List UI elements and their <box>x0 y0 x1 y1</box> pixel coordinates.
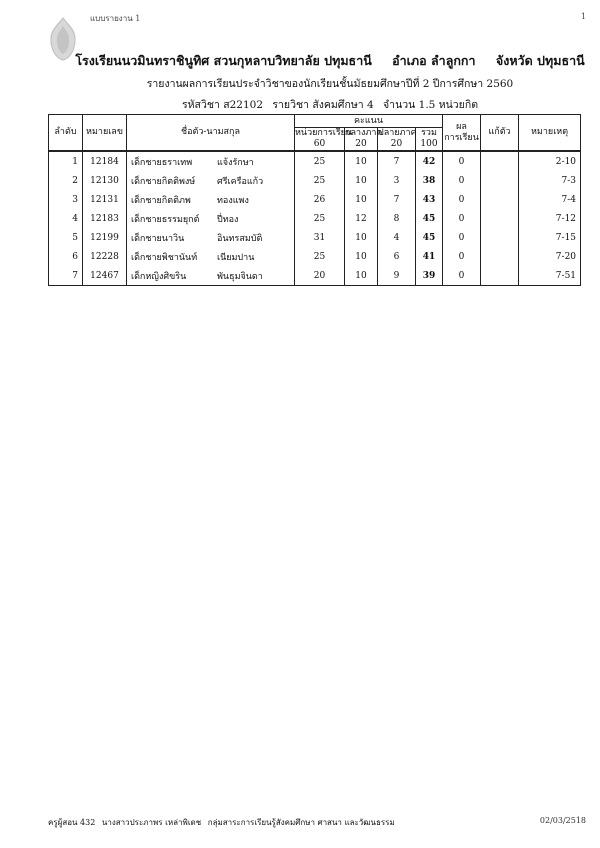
header-remarks: หมายเหตุ <box>519 115 581 152</box>
row-last-name: อินทรสมบัติ <box>217 233 263 244</box>
row-remarks: 7-4 <box>519 190 581 209</box>
form-label: แบบรายงาน 1 <box>90 14 141 23</box>
row-total-score: 42 <box>416 151 443 171</box>
page-number: 1 <box>580 12 586 21</box>
row-order: 4 <box>49 209 83 228</box>
row-correction <box>481 190 519 209</box>
row-last-name: แจ้งรักษา <box>217 157 254 168</box>
row-first-name: เด็กชายธรรมยุกต์ <box>131 214 200 225</box>
province: จังหวัด ปทุมธานี <box>495 53 585 68</box>
row-last-name: เนียมปาน <box>217 252 255 263</box>
row-order: 7 <box>49 266 83 286</box>
row-correction <box>481 228 519 247</box>
row-unit-score: 25 <box>295 247 345 266</box>
course-code: รหัสวิชา ส22102 <box>181 99 264 111</box>
row-order: 3 <box>49 190 83 209</box>
table-row <box>49 190 581 209</box>
row-final-score: 7 <box>378 151 416 171</box>
row-result: 0 <box>443 151 481 171</box>
row-total-score: 38 <box>416 171 443 190</box>
row-order: 2 <box>49 171 83 190</box>
row-first-name: เด็กชายธราเทพ <box>131 157 193 168</box>
header-unit-max: 60 <box>313 139 326 149</box>
row-remarks: 7-15 <box>519 228 581 247</box>
row-midterm-score: 10 <box>345 228 378 247</box>
row-result: 0 <box>443 209 481 228</box>
header-unit-label: หน่วยการเรียน <box>295 128 353 138</box>
row-total-score: 39 <box>416 266 443 286</box>
row-midterm-score: 10 <box>345 266 378 286</box>
row-first-name: เด็กหญิงศิขริน <box>131 271 187 282</box>
course-name: รายวิชา สังคมศึกษา 4 <box>272 99 374 111</box>
row-order: 1 <box>49 151 83 171</box>
header-result-line2: การเรียน <box>444 132 479 143</box>
header-unit <box>295 128 353 152</box>
row-final-score: 7 <box>378 190 416 209</box>
row-remarks: 7-20 <box>519 247 581 266</box>
report-title: รายงานผลการเรียนประจำวิชาของนักเรียนชั้นมัธยมศึกษาปีที่ 2 ปีการศึกษา 2560 <box>146 78 514 90</box>
row-result: 0 <box>443 266 481 286</box>
row-unit-score: 25 <box>295 151 345 171</box>
row-remarks: 7-12 <box>519 209 581 228</box>
header-order: ลำดับ <box>49 115 83 152</box>
row-student-id: 12130 <box>83 171 127 190</box>
header-midterm-max: 20 <box>355 139 367 149</box>
row-remarks: 2-10 <box>519 151 581 171</box>
row-unit-score: 20 <box>295 266 345 286</box>
district: อำเภอ ลำลูกกา <box>392 53 476 68</box>
row-first-name: เด็กชายนาวิน <box>131 233 185 244</box>
row-unit-score: 26 <box>295 190 345 209</box>
header-result-line1: ผล <box>456 121 467 132</box>
row-final-score: 3 <box>378 171 416 190</box>
header-correction: แก้ตัว <box>481 115 519 152</box>
row-order: 5 <box>49 228 83 247</box>
school-name: โรงเรียนนวมินทราชินูทิศ สวนกุหลาบวิทยาลัย ปทุมธานี <box>75 53 372 68</box>
row-name <box>127 209 295 228</box>
row-last-name: พันธุมจินดา <box>217 271 263 282</box>
row-last-name: ปี่ทอง <box>217 214 239 225</box>
row-first-name: เด็กชายกิตติภพ <box>131 195 191 206</box>
school-header <box>60 51 600 71</box>
header-final-label: ปลายภาค <box>378 128 417 138</box>
header-total-label: รวม <box>421 128 437 138</box>
header-name: ชื่อตัว-นามสกุล <box>127 115 295 152</box>
row-midterm-score: 10 <box>345 247 378 266</box>
department: กลุ่มสาระการเรียนรู้สังคมศึกษา ศาสนา และวัฒนธรรม <box>207 818 395 827</box>
header-final-max: 20 <box>390 139 403 149</box>
header-total-max: 100 <box>420 139 438 149</box>
teacher-code: ครูผู้สอน 432 <box>48 818 96 827</box>
header-student-id: หมายเลข <box>83 115 127 152</box>
row-name <box>127 266 295 286</box>
row-total-score: 45 <box>416 209 443 228</box>
row-final-score: 4 <box>378 228 416 247</box>
row-correction <box>481 209 519 228</box>
row-name <box>127 190 295 209</box>
footer-teacher <box>48 816 399 829</box>
header-midterm <box>345 128 383 152</box>
header-midterm-label: กลางภาค <box>345 128 383 138</box>
table-row <box>49 209 581 228</box>
row-student-id: 12184 <box>83 151 127 171</box>
row-remarks: 7-3 <box>519 171 581 190</box>
row-student-id: 12199 <box>83 228 127 247</box>
row-first-name: เด็กชายพิชานันท์ <box>131 252 198 263</box>
row-result: 0 <box>443 190 481 209</box>
row-remarks: 7-51 <box>519 266 581 286</box>
row-midterm-score: 10 <box>345 171 378 190</box>
row-first-name: เด็กชายกิตติพงษ์ <box>131 176 196 187</box>
row-last-name: ทองแพง <box>217 195 249 206</box>
teacher-name: นางสาวประภาพร เหล่าพิเดช <box>101 818 202 827</box>
row-name <box>127 171 295 190</box>
row-midterm-score: 10 <box>345 151 378 171</box>
table-row <box>49 228 581 247</box>
header-result <box>443 115 481 152</box>
row-student-id: 12131 <box>83 190 127 209</box>
row-name <box>127 151 295 171</box>
row-correction <box>481 171 519 190</box>
row-midterm-score: 12 <box>345 209 378 228</box>
row-total-score: 43 <box>416 190 443 209</box>
footer-date: 02/03/2518 <box>539 816 586 825</box>
row-student-id: 12183 <box>83 209 127 228</box>
row-unit-score: 25 <box>295 171 345 190</box>
row-total-score: 45 <box>416 228 443 247</box>
table-row <box>49 247 581 266</box>
row-midterm-score: 10 <box>345 190 378 209</box>
row-result: 0 <box>443 247 481 266</box>
row-student-id: 12228 <box>83 247 127 266</box>
course-info <box>60 96 600 113</box>
header-score-group: คะแนน <box>295 115 443 128</box>
table-row <box>49 266 581 286</box>
row-correction <box>481 266 519 286</box>
header-final <box>378 128 416 152</box>
row-order: 6 <box>49 247 83 266</box>
row-correction <box>481 247 519 266</box>
row-correction <box>481 151 519 171</box>
row-last-name: ศรีเครือแก้ว <box>217 176 264 187</box>
course-credits: จำนวน 1.5 หน่วยกิต <box>383 99 479 111</box>
row-unit-score: 25 <box>295 209 345 228</box>
row-student-id: 12467 <box>83 266 127 286</box>
row-final-score: 8 <box>378 209 416 228</box>
row-total-score: 41 <box>416 247 443 266</box>
row-unit-score: 31 <box>295 228 345 247</box>
table-row <box>49 171 581 190</box>
table-row <box>49 151 581 171</box>
row-final-score: 9 <box>378 266 416 286</box>
row-final-score: 6 <box>378 247 416 266</box>
row-result: 0 <box>443 171 481 190</box>
student-rows <box>49 151 581 286</box>
row-name <box>127 228 295 247</box>
row-name <box>127 247 295 266</box>
row-result: 0 <box>443 228 481 247</box>
header-total <box>416 128 443 152</box>
grades-table <box>48 114 581 286</box>
